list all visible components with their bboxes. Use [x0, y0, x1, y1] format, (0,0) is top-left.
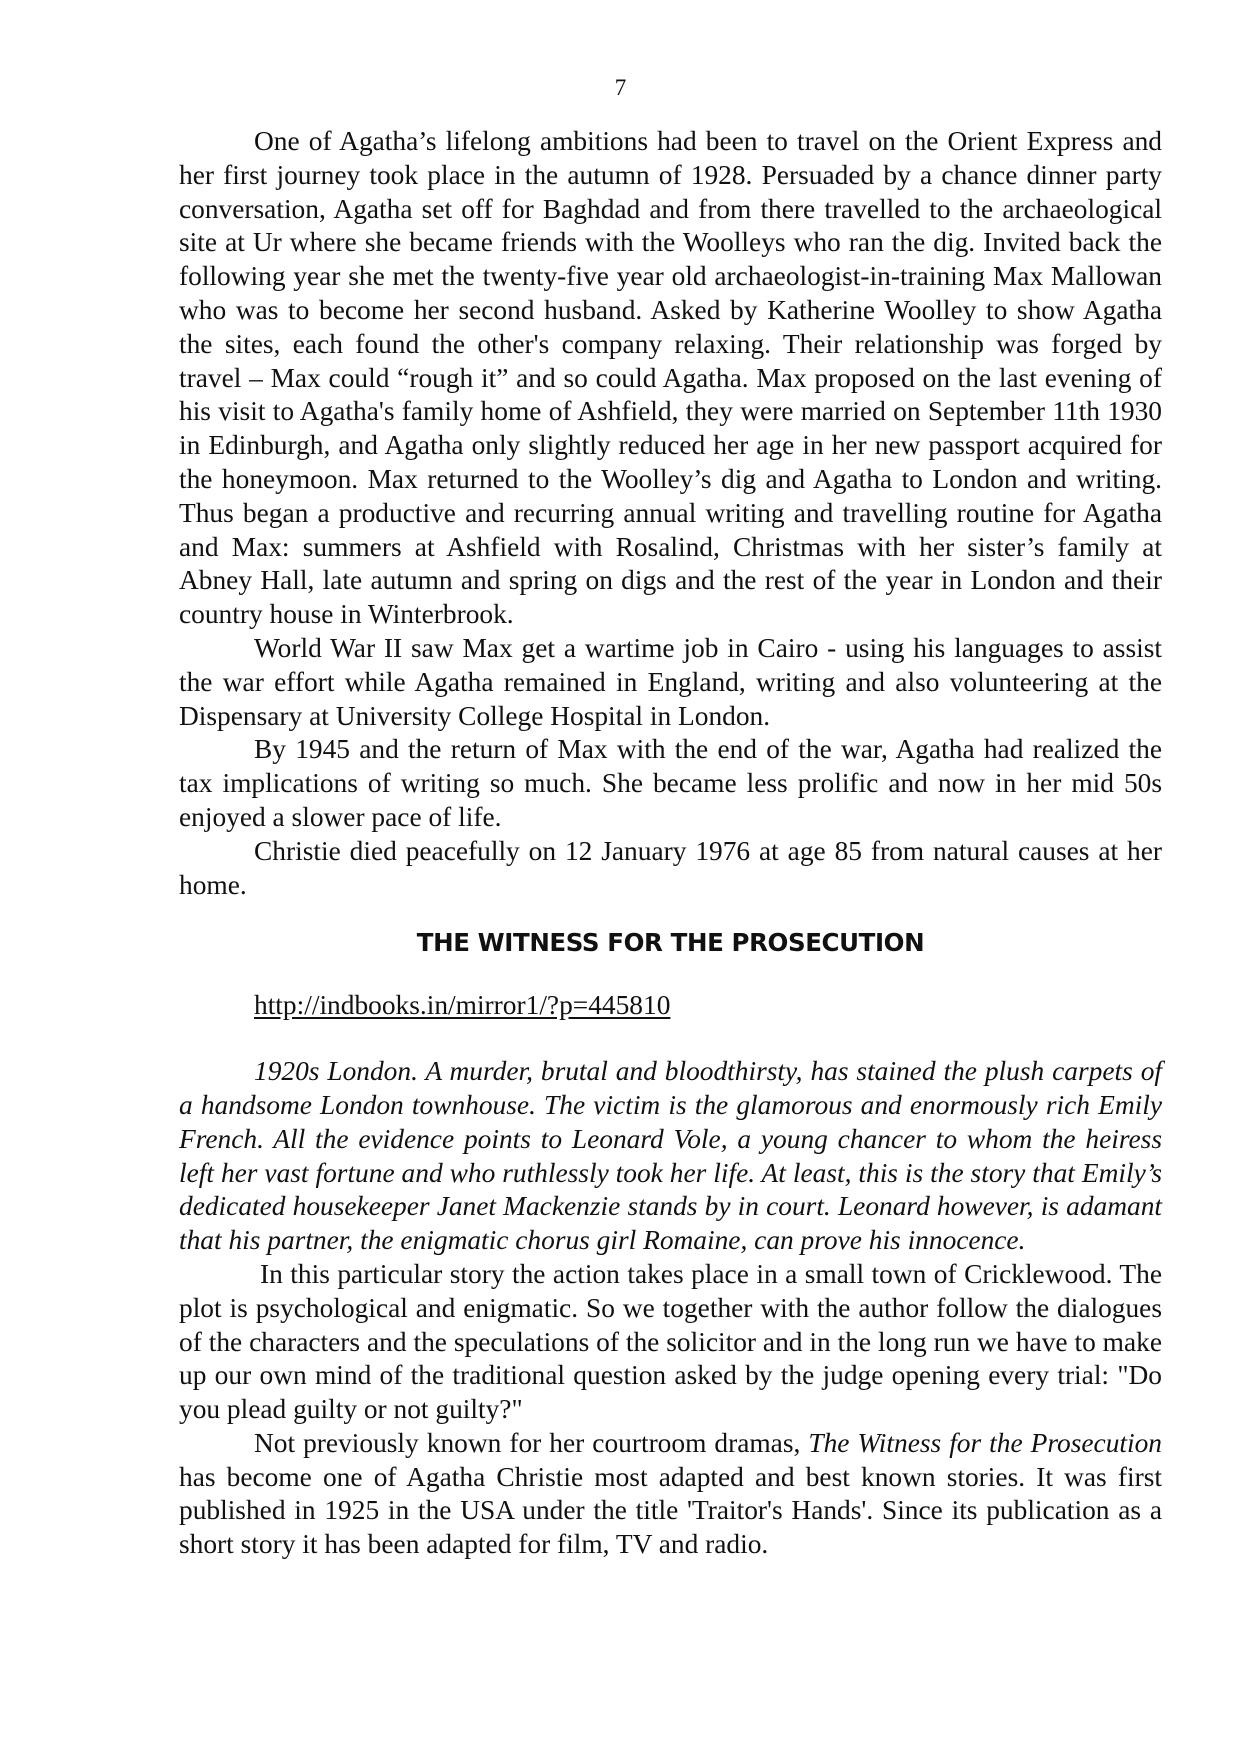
- synopsis-paragraph: 1920s London. A murder, brutal and bloodthirsty, has stained the plush carpets of a handsome London townhouse. The victim is the glamorous and enormously rich Emily French. All the evidence points to Leonard Vole, a young chancer to whom the heiress left her vast fortune and who ruthlessly took her life. At least, this is the story that Emily’s dedicated housekeeper Janet Mackenzie stands by in court. Leonard however, is adamant that his partner, the enigmatic chorus girl Romaine, can prove his innocence.: [179, 1056, 1162, 1256]
- biography-paragraph-war: World War II saw Max get a wartime job in Cairo - using his languages to assist the war effort while Agatha remained in England, writing and also volunteering at the Dispensary at University College Hospital in London.: [179, 632, 1162, 731]
- closing-intro: Not previously known for her courtroom dramas,: [254, 1427, 809, 1458]
- section-heading: THE WITNESS FOR THE PROSECUTION: [416, 928, 925, 958]
- biography-paragraph-travel: One of Agatha’s lifelong ambitions had been to travel on the Orient Express and her first journey took place in the autumn of 1928. Persuaded by a chance dinner party conversation, Agatha set off for Baghdad and from there travelled to the archaeological site at Ur where she became friends with the Woolleys who ran the dig. Invited back the following year she met the twenty-five year old archaeologist-in-training Max Mallowan who was to become her second husband. Asked by Katherine Woolley to show Agatha the sites, each found the other's company relaxing. Their relationship was forged by travel – Max could “rough it” and so could Agatha. Max proposed on the last evening of his visit to Agatha's family home of Ashfield, they were married on September 11th 1930 in Edinburgh, and Agatha only slightly reduced her age in her new passport acquired for the honeymoon. Max returned to the Woolley’s dig and Agatha to London and writing. Thus began a productive and recurring annual writing and travelling routine for Agatha and Max: summers at Ashfield with Rosalind, Christmas with her sister’s family at Abney Hall, late autumn and spring on digs and the rest of the year in London and their country house in Winterbrook.: [179, 126, 1162, 630]
- page-number: 7: [614, 75, 627, 100]
- book-title: The Witness for the Prosecution: [808, 1427, 1163, 1458]
- paragraph-gap: [179, 1023, 1162, 1055]
- closing-rest: has become one of Agatha Christie most adapted and best known stories. It was first published in 1925 in the USA under the title 'Traitor's Hands'. Since its publication as a short story it has been adapted for film, TV and radio.: [179, 1461, 1162, 1560]
- source-link[interactable]: http://indbooks.in/mirror1/?p=445810: [254, 990, 671, 1021]
- review-paragraph: In this particular story the action takes place in a small town of Cricklewood. The plot is psychological and enigmatic. So we together with the author follow the dialogues of the characters and the speculations of the solicitor and in the long run we have to make up our own mind of the traditional question asked by the judge opening every trial: "Do you plead guilty or not guilty?": [179, 1258, 1162, 1425]
- text-column: [179, 125, 1162, 1562]
- biography-paragraph-postwar: By 1945 and the return of Max with the end of the war, Agatha had realized the tax implications of writing so much. She became less prolific and now in her mid 50s enjoyed a slower pace of life.: [179, 734, 1162, 832]
- biography-paragraph-death: Christie died peacefully on 12 January 1976 at age 85 from natural causes at her home.: [179, 835, 1162, 900]
- source-link-line: [179, 989, 1162, 1023]
- closing-paragraph: [179, 1427, 1162, 1562]
